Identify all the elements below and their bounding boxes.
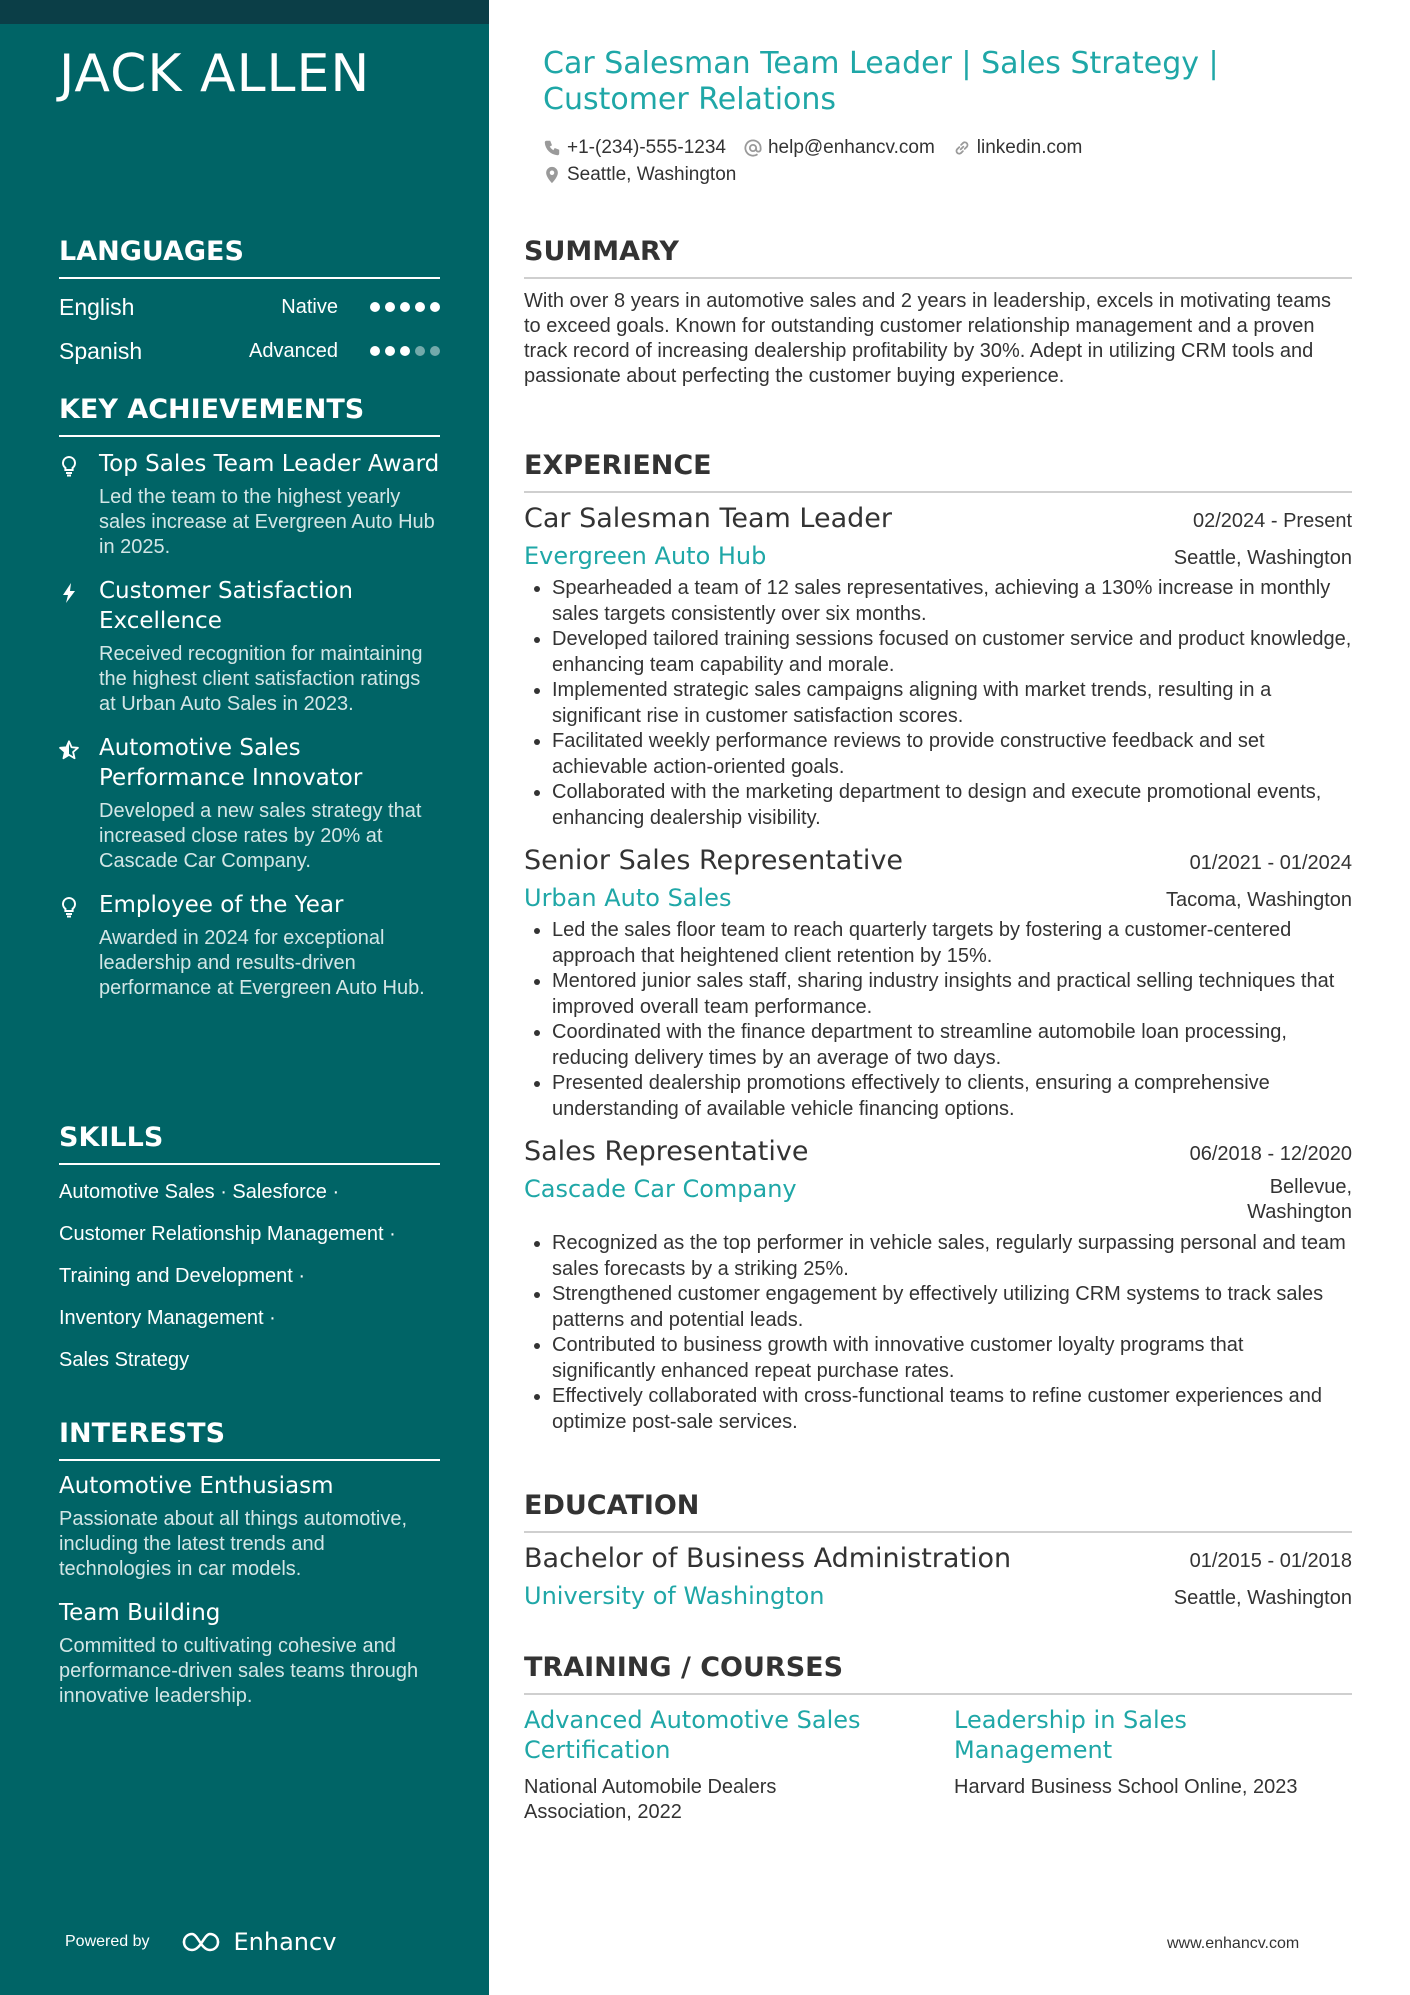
languages-title: LANGUAGES	[59, 236, 440, 279]
lightning-icon	[59, 576, 99, 717]
job-bullets	[524, 576, 1352, 831]
job-bullet: • Recognized as the top performer in vehicle sales, regularly surpassing personal and team sales forecasts by a striking 25%.	[552, 1231, 1352, 1282]
language-name: Spanish	[59, 337, 143, 364]
job-role: Senior Sales Representative	[524, 845, 904, 876]
linkedin-text: linkedin.com	[976, 137, 1083, 158]
achievements-section	[59, 394, 440, 1001]
rating-dot-filled	[370, 346, 380, 356]
experience-section	[524, 450, 1352, 1435]
achievement-title: Employee of the Year	[99, 892, 344, 918]
languages-section	[59, 236, 440, 373]
skills-section	[59, 1122, 440, 1381]
contact-location-row	[543, 164, 736, 186]
job-location: Bellevue, Washington	[1247, 1176, 1352, 1223]
language-name: English	[59, 293, 135, 320]
job-company: Cascade Car Company	[524, 1175, 797, 1203]
achievement-title: Top Sales Team Leader Award	[99, 451, 440, 477]
job-role: Sales Representative	[524, 1136, 809, 1167]
powered-by	[65, 1928, 336, 1956]
job-bullet: • Coordinated with the finance department to streamline automobile loan processing, reducing delivery times by an average of two days.	[552, 1020, 1352, 1071]
rating-dot-filled	[385, 346, 395, 356]
summary-title: SUMMARY	[524, 236, 1352, 279]
education-location: Seattle, Washington	[1173, 1587, 1352, 1609]
achievement-item	[59, 449, 440, 560]
powered-by-label: Powered by	[65, 1933, 150, 1950]
candidate-name: JACK ALLEN	[59, 44, 371, 104]
language-row	[59, 285, 440, 329]
interest-description: Committed to cultivating cohesive and performance-driven sales teams through innovative leadership.	[59, 1635, 419, 1707]
sidebar-top-strip	[0, 0, 489, 24]
language-level: Advanced	[249, 339, 338, 362]
course-provider: National Automobile Dealers Association, 2022	[524, 1776, 777, 1823]
job-location: Seattle, Washington	[1173, 547, 1352, 569]
language-rating	[370, 346, 440, 356]
course-title: Advanced Automotive Sales Certification	[524, 1706, 861, 1764]
job-location: Tacoma, Washington	[1165, 889, 1352, 911]
phone-text: +1-(234)-555-1234	[567, 137, 726, 158]
job-bullet: • Facilitated weekly performance reviews to provide constructive feedback and set achievable action-oriented goals.	[552, 729, 1352, 780]
job-company: Evergreen Auto Hub	[524, 542, 767, 570]
location-text: Seattle, Washington	[567, 164, 737, 185]
phone-icon	[543, 139, 561, 157]
enhancv-logo-icon	[180, 1931, 224, 1953]
star-icon	[59, 733, 99, 874]
job-bullet: • Developed tailored training sessions focused on customer service and product knowledge, enhancing team capability and morale.	[552, 627, 1352, 678]
interest-title: Automotive Enthusiasm	[59, 1473, 334, 1499]
achievement-description: Led the team to the highest yearly sales increase at Evergreen Auto Hub in 2025.	[99, 486, 435, 558]
skills-title: SKILLS	[59, 1122, 440, 1165]
achievement-title: Customer Satisfaction Excellence	[99, 578, 354, 634]
achievement-description: Received recognition for maintaining the highest client satisfaction ratings at Urban Auto Sales in 2023.	[99, 643, 423, 715]
skill-line: Automotive Sales · Salesforce ·	[59, 1181, 340, 1203]
job-bullet: • Led the sales floor team to reach quarterly targets by fostering a customer-centered approach that heightened client retention by 15%.	[552, 918, 1352, 969]
course-item	[524, 1705, 954, 1825]
contact-linkedin[interactable]	[953, 137, 1083, 159]
contact-phone[interactable]	[543, 137, 726, 159]
job-entry	[524, 503, 1352, 831]
enhancv-logo[interactable]	[180, 1928, 337, 1956]
language-rating	[370, 302, 440, 312]
job-dates: 01/2021 - 01/2024	[1189, 852, 1352, 874]
skill-line: Customer Relationship Management ·	[59, 1223, 396, 1245]
contact-row	[543, 137, 1082, 159]
summary-text: With over 8 years in automotive sales and 2 years in leadership, excels in motivating teams to exceed goals. Known for outstanding customer relationship management and a proven track record of increasing dealership profitability by 30%. Adept in utilizing CRM tools and passionate about perfecting the customer buying experience.	[524, 290, 1332, 387]
course-item	[954, 1705, 1352, 1825]
job-entry	[524, 845, 1352, 1122]
achievements-title: KEY ACHIEVEMENTS	[59, 394, 440, 437]
job-bullet: • Effectively collaborated with cross-functional teams to refine customer experiences and optimize post-sale services.	[552, 1384, 1352, 1435]
brand-name: Enhancv	[233, 1928, 337, 1956]
education-degree: Bachelor of Business Administration	[524, 1543, 1012, 1574]
rating-dot-filled	[415, 302, 425, 312]
contact-email[interactable]	[744, 137, 935, 159]
rating-dot-filled	[400, 346, 410, 356]
link-icon	[953, 139, 971, 157]
interest-title: Team Building	[59, 1600, 221, 1626]
job-dates: 02/2024 - Present	[1193, 510, 1352, 532]
language-row	[59, 329, 440, 373]
rating-dot-filled	[385, 302, 395, 312]
email-text: help@enhancv.com	[767, 137, 935, 158]
job-bullet: • Strengthened customer engagement by effectively utilizing CRM systems to track sales patterns and potential leads.	[552, 1282, 1352, 1333]
job-bullet: • Contributed to business growth with innovative customer loyalty programs that significantly enhanced repeat purchase rates.	[552, 1333, 1352, 1384]
skill-line: Inventory Management ·	[59, 1307, 276, 1329]
rating-dot-filled	[430, 302, 440, 312]
interests-section	[59, 1418, 440, 1709]
achievement-description: Awarded in 2024 for exceptional leadership and results-driven performance at Evergreen Auto Hub.	[99, 927, 425, 999]
job-bullet: • Mentored junior sales staff, sharing industry insights and practical selling techniques that improved overall team performance.	[552, 969, 1352, 1020]
skill-line: Training and Development ·	[59, 1265, 306, 1287]
achievement-item	[59, 733, 440, 874]
rating-dot-empty	[415, 346, 425, 356]
education-entry	[524, 1543, 1352, 1610]
achievement-description: Developed a new sales strategy that increased close rates by 20% at Cascade Car Company.	[99, 800, 422, 872]
job-company: Urban Auto Sales	[524, 884, 732, 912]
course-title: Leadership in Sales Management	[954, 1706, 1187, 1764]
rating-dot-filled	[370, 302, 380, 312]
lightbulb-icon	[59, 890, 99, 1001]
interests-title: INTERESTS	[59, 1418, 440, 1461]
summary-section	[524, 236, 1352, 389]
job-role: Car Salesman Team Leader	[524, 503, 893, 534]
job-bullets	[524, 1231, 1352, 1435]
footer-url[interactable]: www.enhancv.com	[1167, 1935, 1300, 1952]
course-provider: Harvard Business School Online, 2023	[954, 1776, 1298, 1798]
training-title: TRAINING / COURSES	[524, 1652, 1352, 1695]
contact-location	[543, 164, 736, 186]
lightbulb-icon	[59, 449, 99, 560]
location-pin-icon	[543, 166, 561, 184]
job-bullet: • Collaborated with the marketing department to design and execute promotional events, enhancing dealership visibility.	[552, 780, 1352, 831]
achievement-title: Automotive Sales Performance Innovator	[99, 735, 363, 791]
education-title: EDUCATION	[524, 1490, 1352, 1533]
rating-dot-filled	[400, 302, 410, 312]
experience-title: EXPERIENCE	[524, 450, 1352, 493]
job-dates: 06/2018 - 12/2020	[1189, 1143, 1352, 1165]
job-bullet: • Implemented strategic sales campaigns aligning with market trends, resulting in a significant rise in customer satisfaction scores.	[552, 678, 1352, 729]
language-level: Native	[281, 295, 338, 318]
rating-dot-empty	[430, 346, 440, 356]
job-bullets	[524, 918, 1352, 1122]
skill-line: Sales Strategy	[59, 1349, 190, 1371]
achievement-item	[59, 576, 440, 717]
job-entry	[524, 1136, 1352, 1435]
education-section	[524, 1490, 1352, 1610]
education-school: University of Washington	[524, 1582, 825, 1610]
sidebar	[0, 0, 489, 1995]
achievement-item	[59, 890, 440, 1001]
job-bullet: • Presented dealership promotions effectively to clients, ensuring a comprehensive understanding of available vehicle financing options.	[552, 1071, 1352, 1122]
interest-description: Passionate about all things automotive, including the latest trends and technologies in car models.	[59, 1508, 407, 1580]
job-bullet: • Spearheaded a team of 12 sales representatives, achieving a 130% increase in monthly sales targets consistently over six months.	[552, 576, 1352, 627]
education-dates: 01/2015 - 01/2018	[1189, 1550, 1352, 1572]
headline: Car Salesman Team Leader | Sales Strategy | Customer Relations	[543, 46, 1219, 117]
training-section	[524, 1652, 1352, 1825]
at-icon	[744, 139, 762, 157]
